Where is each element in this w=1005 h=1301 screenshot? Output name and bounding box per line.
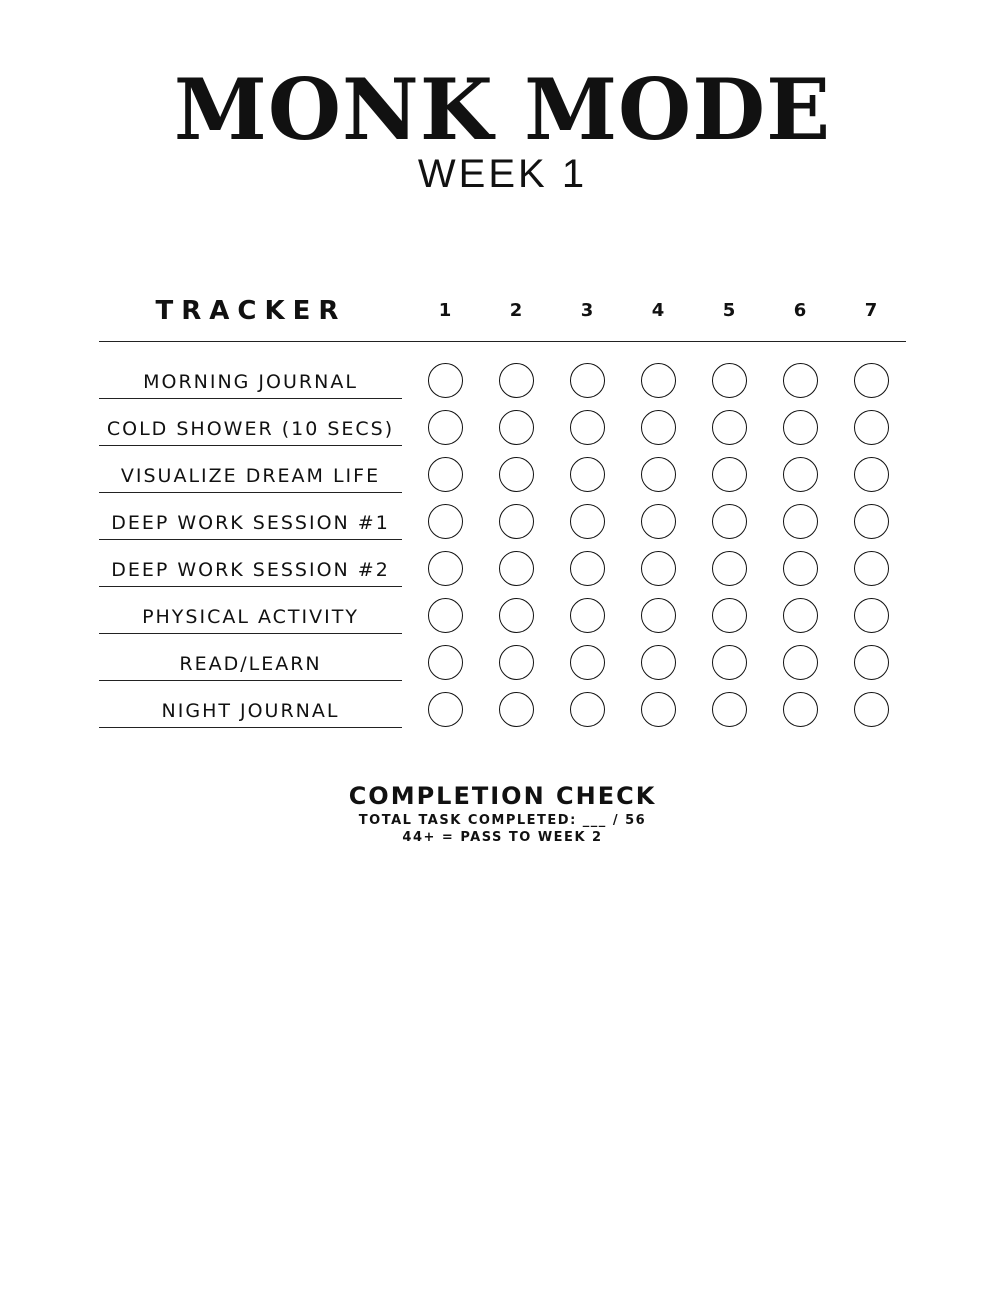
checkbox-circle[interactable] [499,504,534,539]
checkbox-circle[interactable] [854,363,889,398]
day-number-4: 4 [651,300,665,321]
checkbox-circle[interactable] [783,692,818,727]
task-label: MORNING JOURNAL [143,371,358,393]
checkbox-circle[interactable] [499,363,534,398]
checkbox-circle[interactable] [712,598,747,633]
checkbox-circle[interactable] [783,551,818,586]
checkbox-circle[interactable] [712,692,747,727]
checkbox-circle[interactable] [854,598,889,633]
task-label: VISUALIZE DREAM LIFE [120,465,381,487]
task-underline [99,445,402,446]
page-title: MONK MODE [173,60,832,159]
task-underline [99,398,402,399]
task-underline [99,586,402,587]
day-number-3: 3 [580,300,594,321]
checkbox-circle[interactable] [712,363,747,398]
task-underline [99,680,402,681]
checkbox-circle[interactable] [783,645,818,680]
checkbox-circle[interactable] [570,363,605,398]
total-completed-line: TOTAL TASK COMPLETED: ___ / 56 [358,813,647,828]
checkbox-circle[interactable] [641,457,676,492]
task-label: DEEP WORK SESSION #1 [111,512,390,534]
checkbox-circle[interactable] [499,598,534,633]
task-label: NIGHT JOURNAL [161,700,340,722]
pass-criteria-line: 44+ = PASS TO WEEK 2 [402,830,603,845]
checkbox-circle[interactable] [854,551,889,586]
checkbox-circle[interactable] [783,598,818,633]
checkbox-circle[interactable] [428,457,463,492]
tracker-heading: TRACKER [155,296,347,326]
checkbox-circle[interactable] [570,551,605,586]
checkbox-circle[interactable] [854,645,889,680]
checkbox-circle[interactable] [854,692,889,727]
checkbox-circle[interactable] [783,363,818,398]
completion-title: COMPLETION CHECK [348,782,657,810]
checkbox-circle[interactable] [428,598,463,633]
checkbox-circle[interactable] [641,692,676,727]
checkbox-circle[interactable] [783,457,818,492]
checkbox-circle[interactable] [570,410,605,445]
checkbox-circle[interactable] [641,504,676,539]
task-label: PHYSICAL ACTIVITY [142,606,359,628]
checkbox-circle[interactable] [499,410,534,445]
checkbox-circle[interactable] [854,457,889,492]
checkbox-circle[interactable] [570,645,605,680]
task-label: DEEP WORK SESSION #2 [111,559,390,581]
day-number-2: 2 [509,300,523,321]
checkbox-circle[interactable] [428,645,463,680]
checkbox-circle[interactable] [428,692,463,727]
task-label: COLD SHOWER (10 SECS) [106,418,395,440]
task-underline [99,727,402,728]
checkbox-circle[interactable] [570,457,605,492]
checkbox-circle[interactable] [712,551,747,586]
checkbox-circle[interactable] [783,504,818,539]
checkbox-circle[interactable] [712,410,747,445]
checkbox-circle[interactable] [570,692,605,727]
checkbox-circle[interactable] [641,551,676,586]
checkbox-circle[interactable] [712,504,747,539]
task-label: READ/LEARN [179,653,322,675]
checkbox-circle[interactable] [428,551,463,586]
checkbox-circle[interactable] [712,457,747,492]
day-number-1: 1 [438,300,452,321]
checkbox-circle[interactable] [499,645,534,680]
task-underline [99,492,402,493]
checkbox-circle[interactable] [428,504,463,539]
checkbox-circle[interactable] [641,645,676,680]
checkbox-circle[interactable] [570,598,605,633]
checkbox-circle[interactable] [641,598,676,633]
checkbox-circle[interactable] [641,363,676,398]
day-number-6: 6 [793,300,807,321]
checkbox-circle[interactable] [499,692,534,727]
checkbox-circle[interactable] [499,457,534,492]
day-number-5: 5 [722,300,736,321]
page-subtitle: WEEK 1 [417,152,588,196]
checkbox-circle[interactable] [499,551,534,586]
checkbox-circle[interactable] [428,363,463,398]
header-divider [99,341,906,342]
checkbox-circle[interactable] [783,410,818,445]
task-underline [99,633,402,634]
checkbox-circle[interactable] [854,410,889,445]
day-number-7: 7 [864,300,878,321]
task-underline [99,539,402,540]
checkbox-circle[interactable] [712,645,747,680]
checkbox-circle[interactable] [641,410,676,445]
checkbox-circle[interactable] [854,504,889,539]
checkbox-circle[interactable] [428,410,463,445]
checkbox-circle[interactable] [570,504,605,539]
